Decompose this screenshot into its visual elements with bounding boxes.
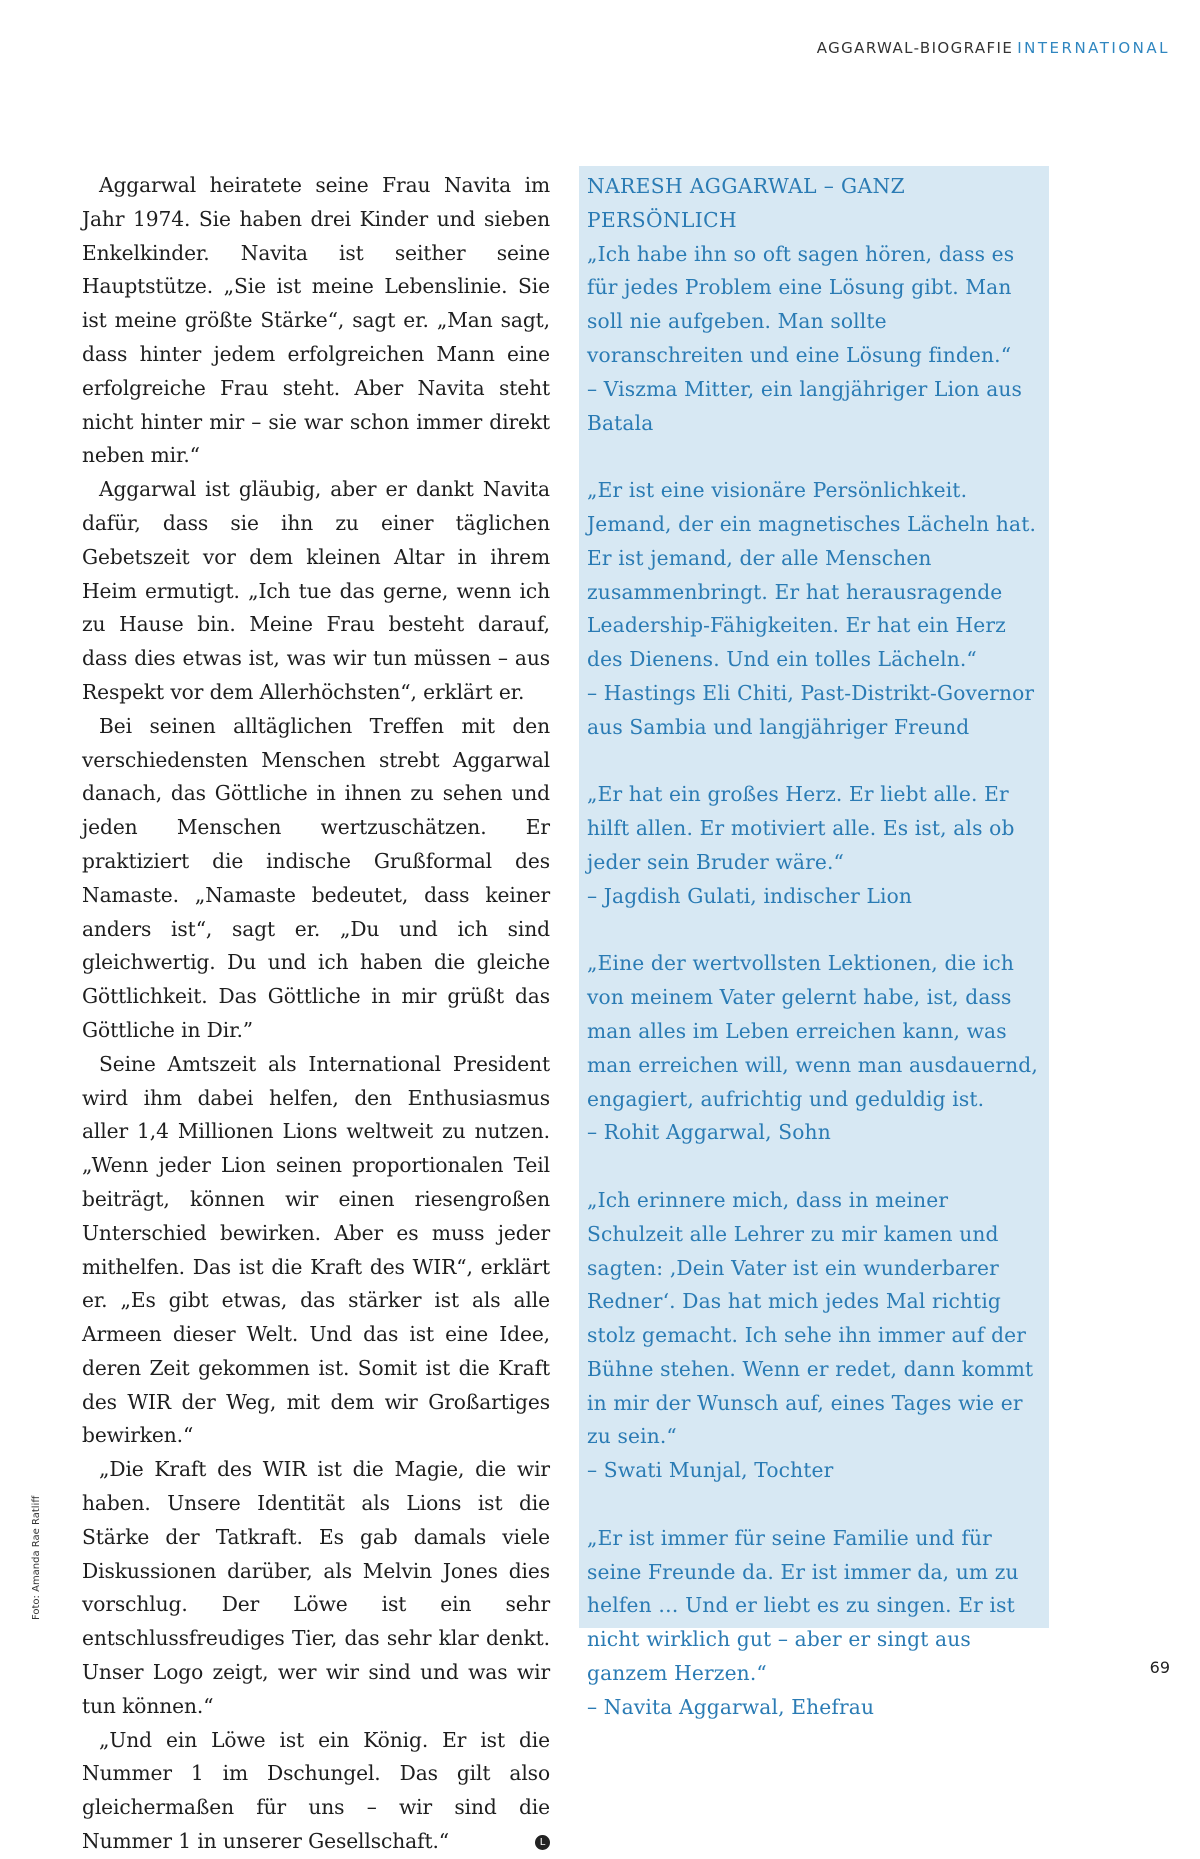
body-paragraph: Seine Amtszeit als International President wird ihm dabei helfen, den Enthusiasmus aller 1,4 Millionen Lions weltweit zu nutzen. „Wenn jeder Lion seinen proportionalen Teil beiträgt, können wir einen riesengroßen Unterschied bewirken. Aber es muss jeder mithelfen. Das ist die Kraft des WIR“, erklärt er. „Es gibt etwas, das stärker ist als alle Armeen dieser Welt. Und das ist eine Idee, deren Zeit gekommen ist. Somit ist die Kraft des WIR der Weg, mit dem wir Großartiges bewirken.“ [82, 1051, 550, 1448]
quote-author: – Rohit Aggarwal, Sohn [587, 1120, 831, 1145]
body-paragraph: Aggarwal heiratete seine Frau Navita im Jahr 1974. Sie haben drei Kinder und sieben Enkelkinder. Navita ist seither seine Hauptstütze. „Sie ist meine Lebenslinie. Sie ist meine größte Stärke“, sagt er. „Man sagt, dass hinter jedem erfolgreichen Mann eine erfolgreiche Frau steht. Aber Navita steht nicht hinter mir – sie war schon immer direkt neben mir.“ [82, 173, 550, 468]
page-number: 69 [1149, 1658, 1170, 1677]
quote-author: – Jagdish Gulati, indischer Lion [587, 883, 913, 908]
header-title: AGGARWAL-BIOGRAFIE [816, 39, 1014, 57]
quote-item [587, 1184, 1043, 1488]
quote-author: – Navita Aggarwal, Ehefrau [587, 1694, 875, 1719]
lions-end-mark-icon: L [535, 1835, 550, 1850]
quote-item [587, 1522, 1043, 1725]
body-paragraph: Aggarwal ist gläubig, aber er dankt Navita dafür, dass sie ihn zu einer täglichen Gebetszeit vor dem kleinen Altar in ihrem Heim ermutigt. „Ich tue das gerne, wenn ich zu Hause bin. Meine Frau besteht darauf, dass dies etwas ist, was wir tun müssen – aus Respekt vor dem Allerhöchsten“, erklärt er. [82, 477, 550, 704]
quote-item [587, 778, 1043, 913]
body-paragraph: Bei seinen alltäglichen Treffen mit den verschiedensten Menschen strebt Aggarwal danach, das Göttliche in ihnen zu sehen und jeden Menschen wertzuschätzen. Er praktiziert die indische Grußformal des Namaste. „Namaste bedeutet, dass keiner anders ist“, sagt er. „Du und ich sind gleichwertig. Du und ich haben die gleiche Göttlichkeit. Das Göttliche in mir grüßt das Göttliche in Dir.” [82, 713, 550, 1042]
quote-text: „Er ist immer für seine Familie und für seine Freunde da. Er ist immer da, um zu helfen … Und er liebt es zu singen. Er ist nicht wirklich gut – aber er singt aus ganzem Herzen.“ [587, 1525, 1019, 1686]
last-paragraph-text: „Und ein Löwe ist ein König. Er ist die Nummer 1 im Dschungel. Das gilt also gleichermaßen für uns – wir sind die Nummer 1 in unserer Gesellschaft.“ [82, 1727, 550, 1854]
quote-text: „Ich habe ihn so oft sagen hören, dass es für jedes Problem eine Lösung gibt. Man soll nie aufgeben. Man sollte voranschreiten und eine Lösung finden.“ [587, 241, 1015, 367]
main-text-column [82, 169, 550, 1859]
quote-item [587, 474, 1043, 744]
quote-author: – Swati Munjal, Tochter [587, 1458, 834, 1483]
header-section: INTERNATIONAL [1017, 39, 1170, 57]
body-paragraph-last [82, 1724, 550, 1859]
quote-text: „Er ist eine visionäre Persönlichkeit. Jemand, der ein magnetisches Lächeln hat. Er ist jemand, der alle Menschen zusammenbringt. Er hat herausragende Leadership-Fähigkeiten. Er hat ein Herz des Dienens. Und ein tolles Lächeln.“ [587, 478, 1037, 672]
photo-credit: Foto: Amanda Rae Ratliff [31, 1495, 42, 1620]
body-paragraph: „Die Kraft des WIR ist die Magie, die wir haben. Unsere Identität als Lions ist die Stärke der Tatkraft. Es gab damals viele Diskussionen darüber, als Melvin Jones dies vorschlug. Der Löwe ist ein sehr entschlussfreudiges Tier, das sehr klar denkt. Unser Logo zeigt, wer wir sind und was wir tun können.“ [82, 1457, 550, 1718]
quote-item [587, 947, 1043, 1150]
quote-text: „Ich erinnere mich, dass in meiner Schulzeit alle Lehrer zu mir kamen und sagten: ‚Dein Vater ist ein wunderbarer Redner‘. Das hat mich jedes Mal richtig stolz gemacht. Ich sehe ihn immer auf der Bühne stehen. Wenn er redet, dann kommt in mir der Wunsch auf, eines Tages wie er zu sein.“ [587, 1187, 1034, 1449]
quote-item [587, 238, 1043, 441]
quote-text: „Eine der wertvollsten Lektionen, die ich von meinem Vater gelernt habe, ist, dass man alles im Leben erreichen kann, was man erreichen will, wenn man ausdauernd, engagiert, aufrichtig und geduldig ist. [587, 951, 1038, 1111]
quote-author: – Hastings Eli Chiti, Past-Distrikt-Governor aus Sambia und langjähriger Freund [587, 680, 1035, 739]
quote-author: – Viszma Mitter, ein langjähriger Lion aus Batala [587, 376, 1023, 435]
running-header [817, 39, 1170, 57]
quote-text: „Er hat ein großes Herz. Er liebt alle. Er hilft allen. Er motiviert alle. Es ist, als ob jeder sein Bruder wäre.“ [587, 782, 1015, 874]
sidebar-heading: NARESH AGGARWAL – GANZ PERSÖNLICH [587, 174, 906, 232]
quote-sidebar [579, 166, 1049, 1719]
